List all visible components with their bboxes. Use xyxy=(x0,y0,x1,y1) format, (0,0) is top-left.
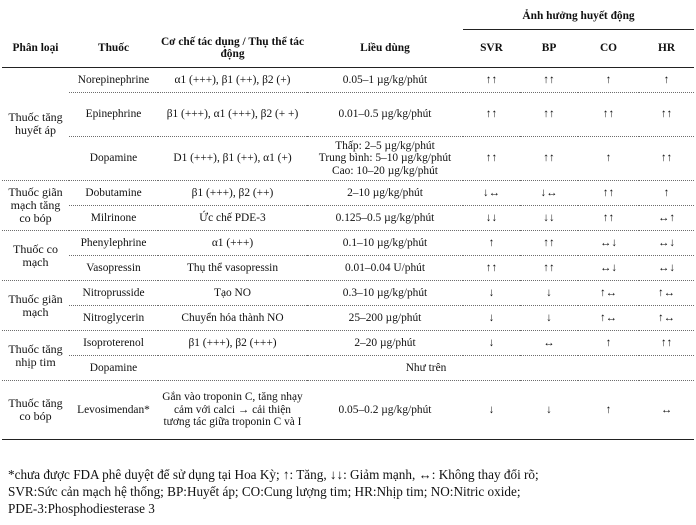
table-row xyxy=(2,68,694,93)
dose-cell: 0.3–10 µg/kg/phút xyxy=(307,281,463,306)
table-row xyxy=(2,331,694,356)
svr-cell: ↑ xyxy=(463,231,520,256)
drug-cell: Levosimendan* xyxy=(69,381,158,440)
bp-cell: ↑↑ xyxy=(520,68,578,93)
dose-cell: 0.01–0.5 µg/kg/phút xyxy=(307,93,463,137)
hr-cell: ↑↑ xyxy=(639,93,694,137)
category-cell: Thuốc tăng co bóp xyxy=(2,381,69,440)
svr-cell: ↓ xyxy=(463,381,520,440)
mechanism-cell: Tạo NO xyxy=(158,281,307,306)
co-cell: ↑↑ xyxy=(578,206,639,231)
bp-cell: ↓↔ xyxy=(520,181,578,206)
svr-cell: ↓↓ xyxy=(463,206,520,231)
bp-cell: ↑↑ xyxy=(520,256,578,281)
col-header-drug: Thuốc xyxy=(69,30,158,68)
svr-cell: ↓ xyxy=(463,281,520,306)
hr-cell: ↑↑ xyxy=(639,331,694,356)
mechanism-cell: Gắn vào troponin C, tăng nhạy cảm với calci → cải thiện tương tác giữa troponin C và I xyxy=(158,381,307,440)
hr-cell: ↑ xyxy=(639,181,694,206)
drug-cell: Dobutamine xyxy=(69,181,158,206)
mechanism-cell: α1 (+++), β1 (++), β2 (+) xyxy=(158,68,307,93)
footnote-line: PDE-3:Phosphodiesterase 3 xyxy=(8,501,155,516)
co-cell: ↑↑ xyxy=(578,93,639,137)
svr-cell: ↓ xyxy=(463,331,520,356)
dose-cell: 2–20 µg/phút xyxy=(307,331,463,356)
drug-table xyxy=(2,3,694,440)
svr-cell: ↓ xyxy=(463,306,520,331)
bp-cell: ↓↓ xyxy=(520,206,578,231)
footnote-line: SVR:Sức cản mạch hệ thống; BP:Huyết áp; CO:Cung lượng tim; HR:Nhịp tim; NO:Nitric oxide; xyxy=(8,484,521,499)
co-cell: ↑ xyxy=(578,137,639,181)
col-header-svr: SVR xyxy=(463,30,520,68)
mechanism-cell: D1 (+++), β1 (++), α1 (+) xyxy=(158,137,307,181)
co-cell: ↑↔ xyxy=(578,281,639,306)
dose-cell: Thấp: 2–5 µg/kg/phút Trung bình: 5–10 µg/kg/phút Cao: 10–20 µg/kg/phút xyxy=(307,137,463,181)
dose-cell: 0.1–10 µg/kg/phút xyxy=(307,231,463,256)
co-cell: ↔↓ xyxy=(578,256,639,281)
svr-cell: ↑↑ xyxy=(463,256,520,281)
hr-cell: ↔ xyxy=(639,381,694,440)
svr-cell: ↑↑ xyxy=(463,68,520,93)
drug-cell: Nitroglycerin xyxy=(69,306,158,331)
col-header-bp: BP xyxy=(520,30,578,68)
drug-cell: Milrinone xyxy=(69,206,158,231)
footnote xyxy=(8,466,692,517)
co-cell: ↑↔ xyxy=(578,306,639,331)
mechanism-cell: Thụ thể vasopressin xyxy=(158,256,307,281)
bp-cell: ↓ xyxy=(520,281,578,306)
drug-cell: Vasopressin xyxy=(69,256,158,281)
co-cell: ↑ xyxy=(578,68,639,93)
drug-cell: Phenylephrine xyxy=(69,231,158,256)
hr-cell: ↑↔ xyxy=(639,306,694,331)
bp-cell: ↓ xyxy=(520,306,578,331)
table-row xyxy=(2,381,694,440)
mechanism-cell: Ức chế PDE-3 xyxy=(158,206,307,231)
drug-cell: Isoproterenol xyxy=(69,331,158,356)
drug-cell: Dopamine xyxy=(69,137,158,181)
bp-cell: ↑↑ xyxy=(520,93,578,137)
svr-cell: ↑↑ xyxy=(463,137,520,181)
hemodynamic-effect-header: Ảnh hưởng huyết động xyxy=(463,3,694,30)
dose-cell: 2–10 µg/kg/phút xyxy=(307,181,463,206)
bp-cell: ↑↑ xyxy=(520,231,578,256)
hr-cell: ↔↑ xyxy=(639,206,694,231)
table-row xyxy=(2,206,694,231)
svr-cell: ↓↔ xyxy=(463,181,520,206)
bp-cell: ↑↑ xyxy=(520,137,578,181)
drug-cell: Norepinephrine xyxy=(69,68,158,93)
hr-cell: ↔↓ xyxy=(639,256,694,281)
category-cell: Thuốc tăng nhịp tim xyxy=(2,331,69,381)
mechanism-cell: Chuyển hóa thành NO xyxy=(158,306,307,331)
footnote-line: *chưa được FDA phê duyệt để sử dụng tại Hoa Kỳ; ↑: Tăng, ↓↓: Giảm mạnh, ↔: Không thay đổi rõ; xyxy=(8,467,539,482)
dose-cell: 0.05–1 µg/kg/phút xyxy=(307,68,463,93)
mechanism-cell: β1 (+++), α1 (+++), β2 (+ +) xyxy=(158,93,307,137)
table-row xyxy=(2,231,694,256)
dose-cell: 0.125–0.5 µg/kg/phút xyxy=(307,206,463,231)
table-row xyxy=(2,281,694,306)
drug-cell: Nitroprusside xyxy=(69,281,158,306)
table-row xyxy=(2,93,694,137)
co-cell: ↑ xyxy=(578,381,639,440)
mechanism-cell: β1 (+++), β2 (++) xyxy=(158,181,307,206)
dose-cell: 25–200 µg/phút xyxy=(307,306,463,331)
table-row xyxy=(2,137,694,181)
col-header-category: Phân loại xyxy=(2,30,69,68)
table-row xyxy=(2,181,694,206)
category-cell: Thuốc tăng huyết áp xyxy=(2,68,69,181)
drug-cell: Dopamine xyxy=(69,356,158,381)
table-row xyxy=(2,306,694,331)
co-cell: ↑ xyxy=(578,331,639,356)
svr-cell: ↑↑ xyxy=(463,93,520,137)
table-row xyxy=(2,356,694,381)
col-header-hr: HR xyxy=(639,30,694,68)
co-cell: ↑↑ xyxy=(578,181,639,206)
category-cell: Thuốc co mạch xyxy=(2,231,69,281)
table-row xyxy=(2,256,694,281)
hr-cell: ↑ xyxy=(639,68,694,93)
hr-cell: ↑↔ xyxy=(639,281,694,306)
category-cell: Thuốc giãn mạch tăng co bóp xyxy=(2,181,69,231)
hr-cell: ↔↓ xyxy=(639,231,694,256)
mechanism-cell: α1 (+++) xyxy=(158,231,307,256)
category-cell: Thuốc giãn mạch xyxy=(2,281,69,331)
hr-cell: ↑↑ xyxy=(639,137,694,181)
bp-cell: ↓ xyxy=(520,381,578,440)
dose-cell: 0.05–0.2 µg/kg/phút xyxy=(307,381,463,440)
col-header-mechanism: Cơ chế tác dụng / Thụ thể tác động xyxy=(158,30,307,68)
mechanism-cell: β1 (+++), β2 (+++) xyxy=(158,331,307,356)
co-cell: ↔↓ xyxy=(578,231,639,256)
column-header-row xyxy=(2,30,694,68)
same-as-above-cell: Như trên xyxy=(158,356,694,381)
col-header-co: CO xyxy=(578,30,639,68)
dose-cell: 0.01–0.04 U/phút xyxy=(307,256,463,281)
drug-cell: Epinephrine xyxy=(69,93,158,137)
col-header-dose: Liều dùng xyxy=(307,30,463,68)
bp-cell: ↔ xyxy=(520,331,578,356)
